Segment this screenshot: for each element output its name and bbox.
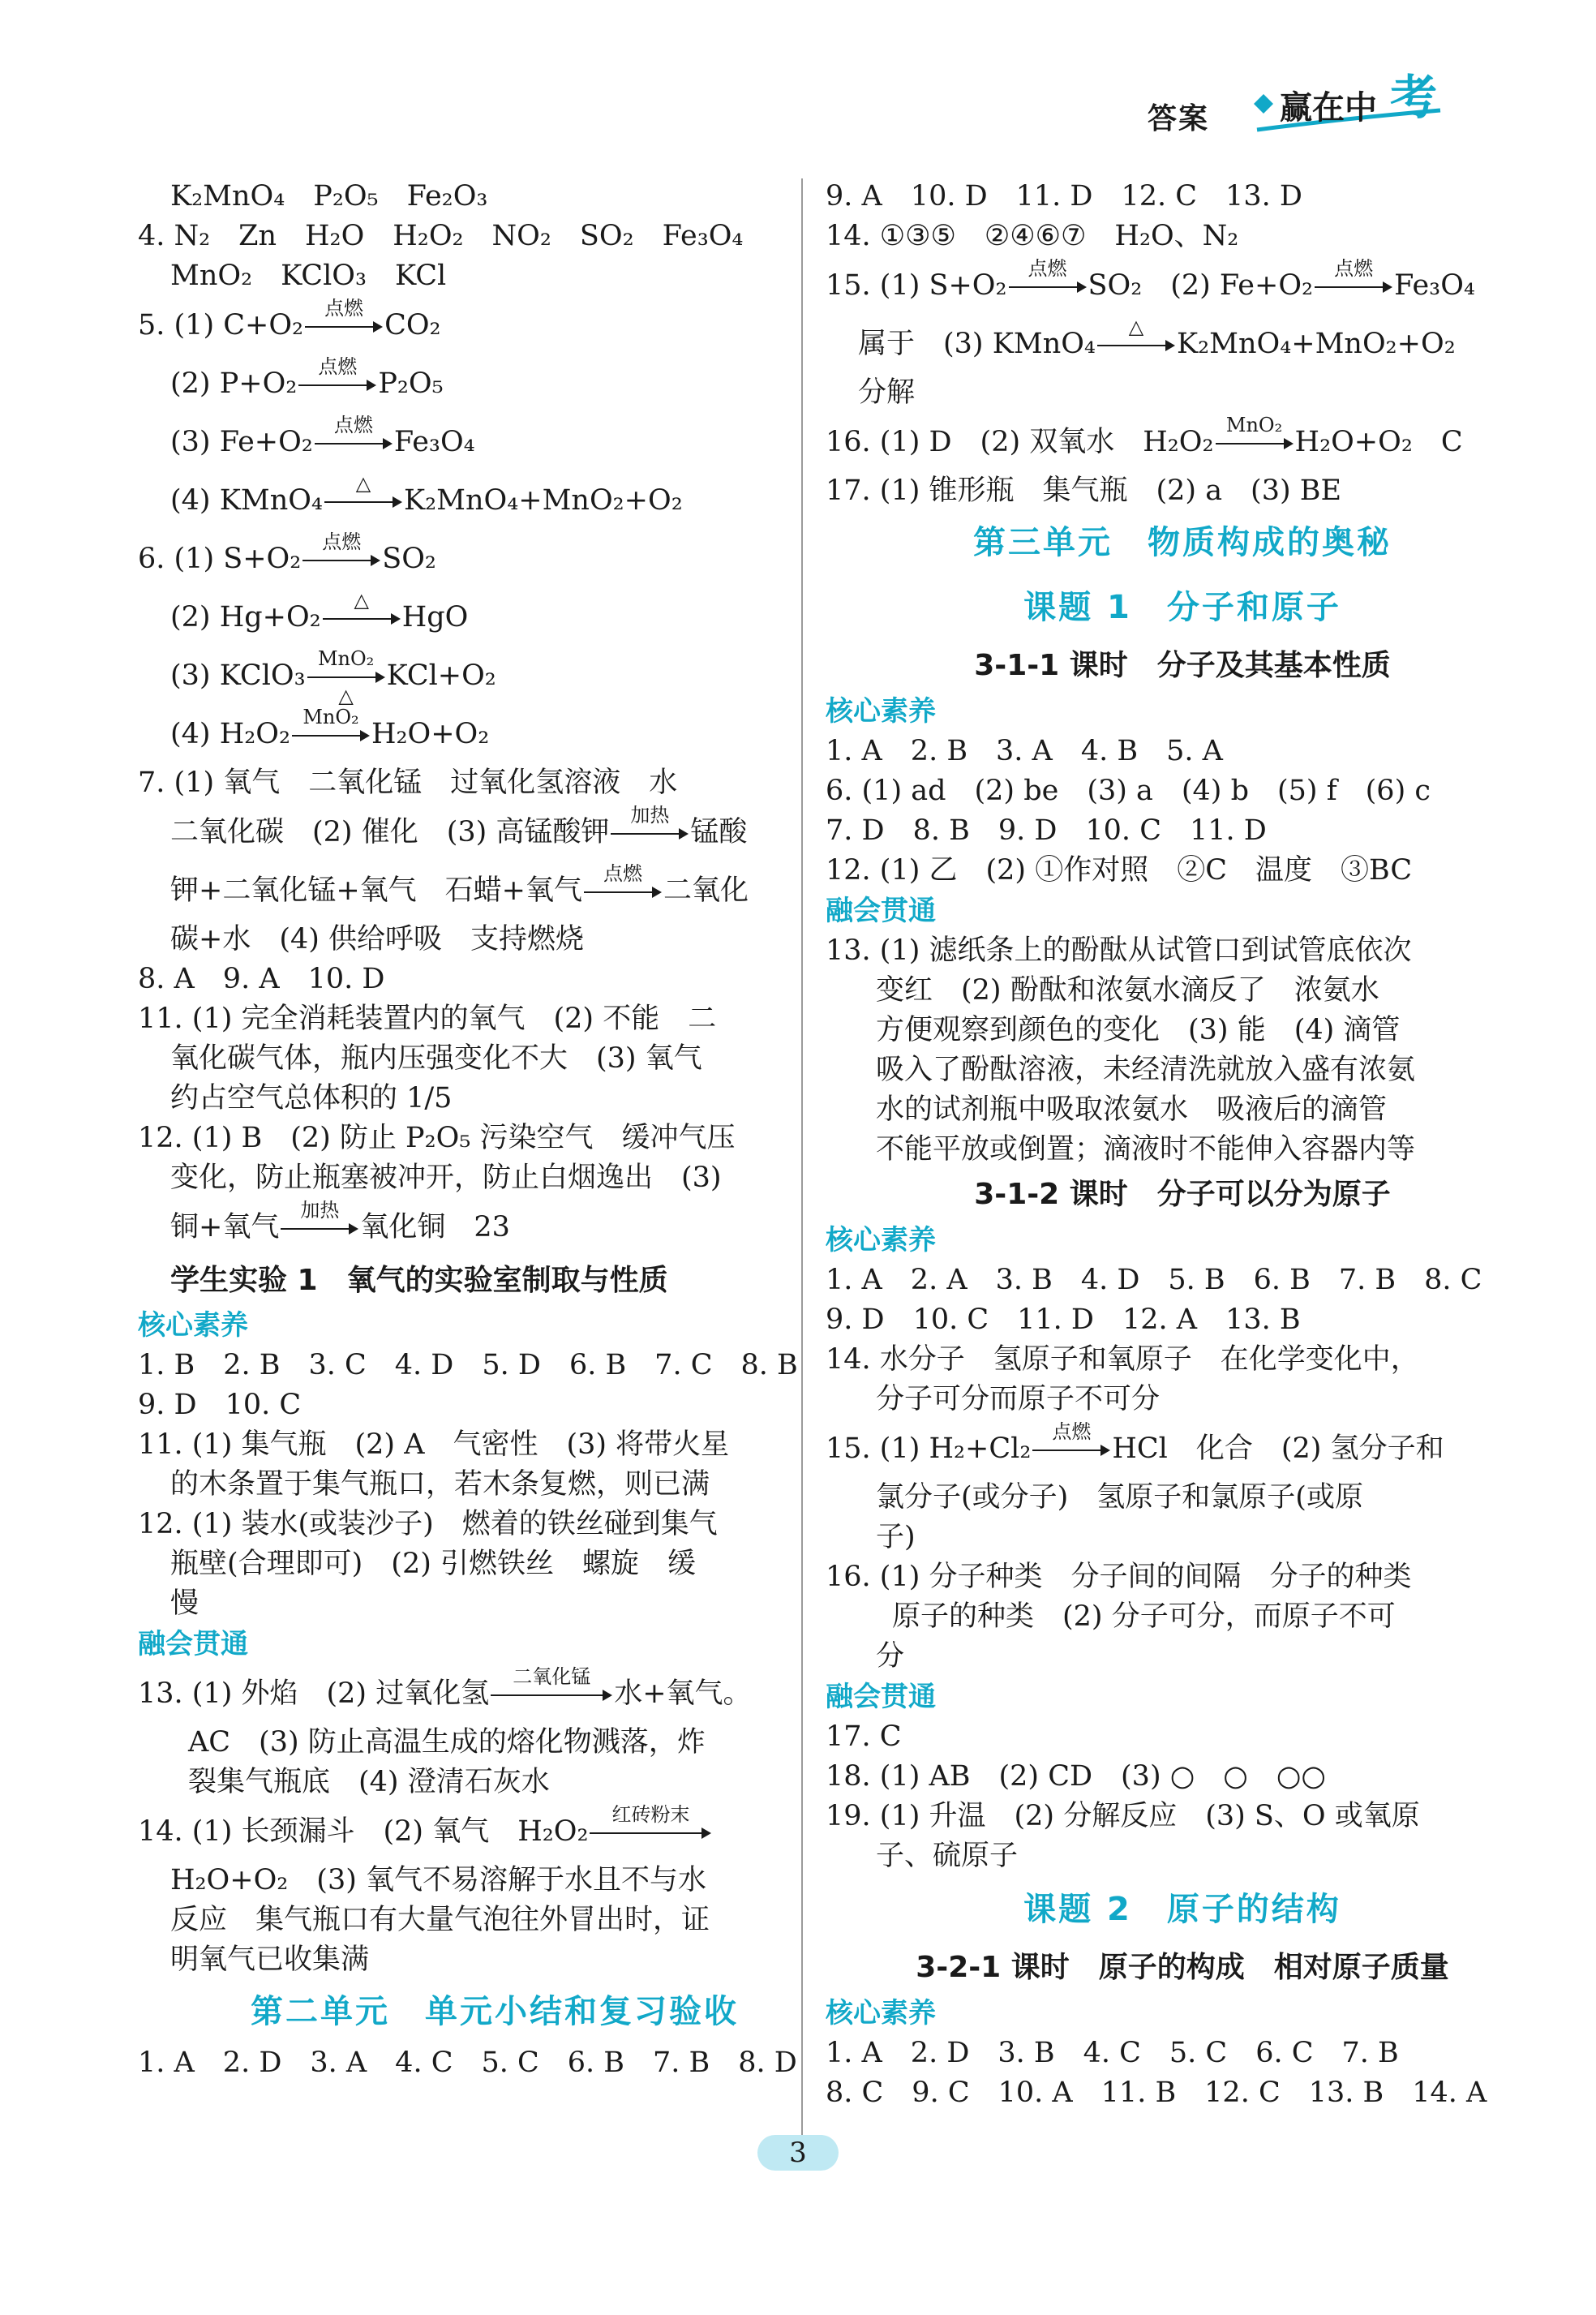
answer-line: 子、硫原子 — [876, 1840, 1019, 1872]
equation: (4) H₂O₂ MnO₂ H₂O+O₂ — [170, 705, 490, 750]
right-column — [826, 177, 1539, 2113]
answer-q11: 11. (1) 集气瓶 (2) A 气密性 (3) 将带火星 — [138, 1428, 730, 1461]
reaction-arrow: 加热 — [611, 826, 689, 842]
answer-q14: 14. (1) 长颈漏斗 (2) 氧气 H₂O₂ 红砖粉末 — [138, 1802, 852, 1861]
answer-line: 6. (1) ad (2) be (3) a (4) b (5) f (6) c — [826, 775, 1431, 807]
equation: 6. (1) S+O₂ 点燃 SO₂ — [138, 530, 436, 575]
answer-q7: 7. (1) 氧气 二氧化锰 过氧化氢溶液 水 — [138, 767, 678, 799]
answer-line: 方便观察到颜色的变化 (3) 能 (4) 滴管 — [876, 1014, 1401, 1046]
reaction-arrow: 点燃 — [302, 552, 380, 569]
answer-line: 1. B 2. B 3. C 4. D 5. D 6. B 7. C 8. B — [138, 1349, 798, 1381]
answer-line: 分 — [876, 1640, 905, 1673]
answer-line: 约占空气总体积的 1/5 — [170, 1082, 453, 1115]
answer-line: 1. A 2. D 3. B 4. C 5. C 6. C 7. B — [826, 2037, 1399, 2069]
answer-line: 原子的种类 (2) 分子可分，而原子不可 — [892, 1600, 1396, 1633]
reaction-arrow: 二氧化锰 — [491, 1687, 612, 1703]
section-heading: 核心素养 — [826, 1224, 936, 1256]
answer-q13: 13. (1) 外焰 (2) 过氧化氢 二氧化锰 水+氧气。 — [138, 1664, 752, 1710]
answer-line: 1. A 2. B 3. A 4. B 5. A — [826, 735, 1223, 767]
section-heading: 融会贯通 — [826, 1681, 936, 1713]
reaction-arrow: 点燃 — [1032, 1442, 1110, 1458]
answer-q13: 13. (1) 滤纸条上的酚酞从试管口到试管底依次 — [826, 934, 1412, 967]
reaction-arrow: 点燃 — [1009, 279, 1087, 295]
unit-title: 第二单元 单元小结和复习验收 — [251, 1993, 739, 2030]
equation: (3) Fe+O₂ 点燃 Fe₃O₄ — [170, 413, 475, 458]
answer-line: 裂集气瓶底 (4) 澄清石灰水 — [188, 1766, 550, 1798]
section-heading: 核心素养 — [138, 1309, 248, 1342]
answer-line: 9. D 10. C — [138, 1389, 302, 1421]
answer-line: 17. C — [826, 1720, 902, 1753]
answer-q16: 16. (1) D (2) 双氧水 H₂O₂ MnO₂ H₂O+O₂ C — [826, 413, 1463, 458]
answer-line: 分子可分而原子不可分 — [876, 1383, 1161, 1415]
equation: (2) P+O₂ 点燃 P₂O₅ — [170, 354, 444, 400]
answer-line: 8. A 9. A 10. D — [138, 963, 385, 995]
answer-q19: 19. (1) 升温 (2) 分解反应 (3) S、O 或氧原 — [826, 1800, 1420, 1832]
reaction-arrow: 点燃 — [298, 377, 376, 393]
answer-line: 7. D 8. B 9. D 10. C 11. D — [826, 814, 1267, 847]
lesson-title: 课题 1 分子和原子 — [1023, 589, 1341, 626]
page-number: 3 — [789, 2137, 807, 2169]
answer-line: 氧化碳气体，瓶内压强变化不大 (3) 氧气 — [170, 1042, 702, 1075]
experiment-title: 学生实验 1 氧气的实验室制取与性质 — [170, 1264, 668, 1297]
answer-line: 1. A 2. A 3. B 4. D 5. B 6. B 7. B 8. C — [826, 1264, 1482, 1296]
answer-line: 属于 (3) KMnO₄ △ K₂MnO₄+MnO₂+O₂ — [858, 315, 1456, 360]
answer-line: AC (3) 防止高温生成的熔化物溅落，炸 — [188, 1726, 706, 1759]
brand-text: 赢在中 — [1280, 89, 1377, 127]
answer-q4: 4. N₂ Zn H₂O H₂O₂ NO₂ SO₂ Fe₃O₄ — [138, 220, 744, 252]
answer-line: 9. D 10. C 11. D 12. A 13. B — [826, 1304, 1301, 1336]
answer-line: 不能平放或倒置；滴液时不能伸入容器内等 — [876, 1133, 1416, 1166]
equation: (4) KMnO₄ △ K₂MnO₄+MnO₂+O₂ — [170, 471, 683, 517]
period-title: 3-1-1 课时 分子及其基本性质 — [974, 649, 1391, 682]
unit-title: 第三单元 物质构成的奥秘 — [973, 524, 1392, 561]
period-title: 3-1-2 课时 分子可以分为原子 — [974, 1178, 1391, 1211]
brand-text-accent: 考 — [1390, 70, 1438, 125]
section-heading: 融会贯通 — [826, 895, 936, 927]
answer-line: H₂O+O₂ (3) 氧气不易溶解于水且不与水 — [170, 1864, 707, 1896]
answer-line: 慢 — [170, 1587, 200, 1620]
reaction-arrow: 点燃 — [305, 319, 383, 335]
answer-line: 水的试剂瓶中吸取浓氨水 吸液后的滴管 — [876, 1093, 1388, 1126]
section-heading: 融会贯通 — [138, 1628, 248, 1660]
answer-q12: 12. (1) B (2) 防止 P₂O₅ 污染空气 缓冲气压 — [138, 1122, 736, 1154]
answer-q12: 12. (1) 装水(或装沙子) 燃着的铁丝碰到集气 — [138, 1508, 718, 1540]
period-title: 3-2-1 课时 原子的构成 相对原子质量 — [916, 1951, 1449, 1984]
reaction-arrow: 点燃 — [584, 884, 662, 900]
answer-q14: 14. ①③⑤ ②④⑥⑦ H₂O、N₂ — [826, 220, 1239, 252]
answer-line: 1. A 2. D 3. A 4. C 5. C 6. B 7. B 8. D — [138, 2047, 797, 2079]
answer-line: 明氧气已收集满 — [170, 1943, 370, 1976]
answer-q15: 15. (1) S+O₂ 点燃 SO₂ (2) Fe+O₂ 点燃 Fe₃O₄ — [826, 256, 1475, 302]
reaction-arrow: △ — [324, 494, 402, 510]
section-heading: 核心素养 — [826, 1997, 936, 2029]
reaction-arrow: 点燃 — [1315, 279, 1392, 295]
answer-line: 碳+水 (4) 供给呼吸 支持燃烧 — [170, 923, 585, 956]
answer-line: K₂MnO₄ P₂O₅ Fe₂O₃ — [170, 180, 488, 213]
answer-line: 9. A 10. D 11. D 12. C 13. D — [826, 180, 1302, 213]
lesson-title: 课题 2 原子的结构 — [1023, 1891, 1341, 1928]
answer-line: 二氧化碳 (2) 催化 (3) 高锰酸钾 加热 锰酸 — [170, 803, 748, 848]
answer-line: 氯分子(或分子) 氢原子和氯原子(或原 — [876, 1481, 1363, 1514]
reaction-arrow: MnO₂ — [292, 728, 370, 744]
reaction-arrow: 红砖粉末 — [590, 1825, 711, 1841]
answer-q11: 11. (1) 完全消耗装置内的氧气 (2) 不能 二 — [138, 1003, 717, 1035]
equation: 5. (1) C+O₂ 点燃 CO₂ — [138, 296, 441, 341]
answer-line: 子) — [876, 1521, 916, 1553]
answer-line: 钾+二氧化锰+氧气 石蜡+氧气 点燃 二氧化 — [170, 861, 749, 907]
reaction-arrow: △ — [323, 611, 401, 627]
answer-line: 吸入了酚酞溶液，未经清洗就放入盛有浓氨 — [876, 1054, 1416, 1086]
equation: (2) Hg+O₂ △ HgO — [170, 588, 469, 634]
page-number-badge — [757, 2128, 839, 2177]
answer-line: 反应 集气瓶口有大量气泡往外冒出时，证 — [170, 1904, 710, 1936]
reaction-arrow: 加热 — [281, 1221, 358, 1237]
reaction-arrow: MnO₂ △ — [307, 669, 385, 685]
header-answer-label: 答案 — [1148, 102, 1210, 135]
answer-q15: 15. (1) H₂+Cl₂ 点燃 HCl 化合 (2) 氢分子和 — [826, 1419, 1444, 1465]
page-header — [0, 0, 1596, 146]
answer-q17: 17. (1) 锥形瓶 集气瓶 (2) a (3) BE — [826, 475, 1342, 507]
brand-logo — [1247, 62, 1458, 143]
answer-q16: 16. (1) 分子种类 分子间的间隔 分子的种类 — [826, 1561, 1412, 1593]
reaction-arrow: △ — [1097, 337, 1175, 354]
reaction-arrow: 点燃 — [315, 436, 393, 452]
answer-line: 8. C 9. C 10. A 11. B 12. C 13. B 14. A — [826, 2077, 1487, 2109]
answer-q18: 18. (1) AB (2) CD (3) ○ ○ ○○ — [826, 1760, 1326, 1793]
answer-line: 瓶壁(合理即可) (2) 引燃铁丝 螺旋 缓 — [170, 1548, 697, 1580]
left-column — [138, 177, 852, 2083]
equation: (3) KClO₃ MnO₂ △ KCl+O₂ — [170, 646, 496, 707]
answer-q14: 14. 水分子 氢原子和氧原子 在化学变化中， — [826, 1343, 1419, 1376]
answer-line: 的木条置于集气瓶口，若木条复燃，则已满 — [170, 1468, 710, 1501]
answer-q12: 12. (1) 乙 (2) ①作对照 ②C 温度 ③BC — [826, 854, 1413, 887]
section-heading: 核心素养 — [826, 695, 936, 728]
reaction-arrow: MnO₂ — [1216, 436, 1294, 452]
answer-line: 分解 — [858, 376, 916, 409]
answer-line: 变化，防止瓶塞被冲开，防止白烟逸出 (3) — [170, 1162, 722, 1194]
answer-line: 变红 (2) 酚酞和浓氨水滴反了 浓氨水 — [876, 974, 1379, 1007]
answer-line: 铜+氧气 加热 氧化铜 23 — [170, 1198, 510, 1243]
answer-line: MnO₂ KClO₃ KCl — [170, 260, 447, 292]
